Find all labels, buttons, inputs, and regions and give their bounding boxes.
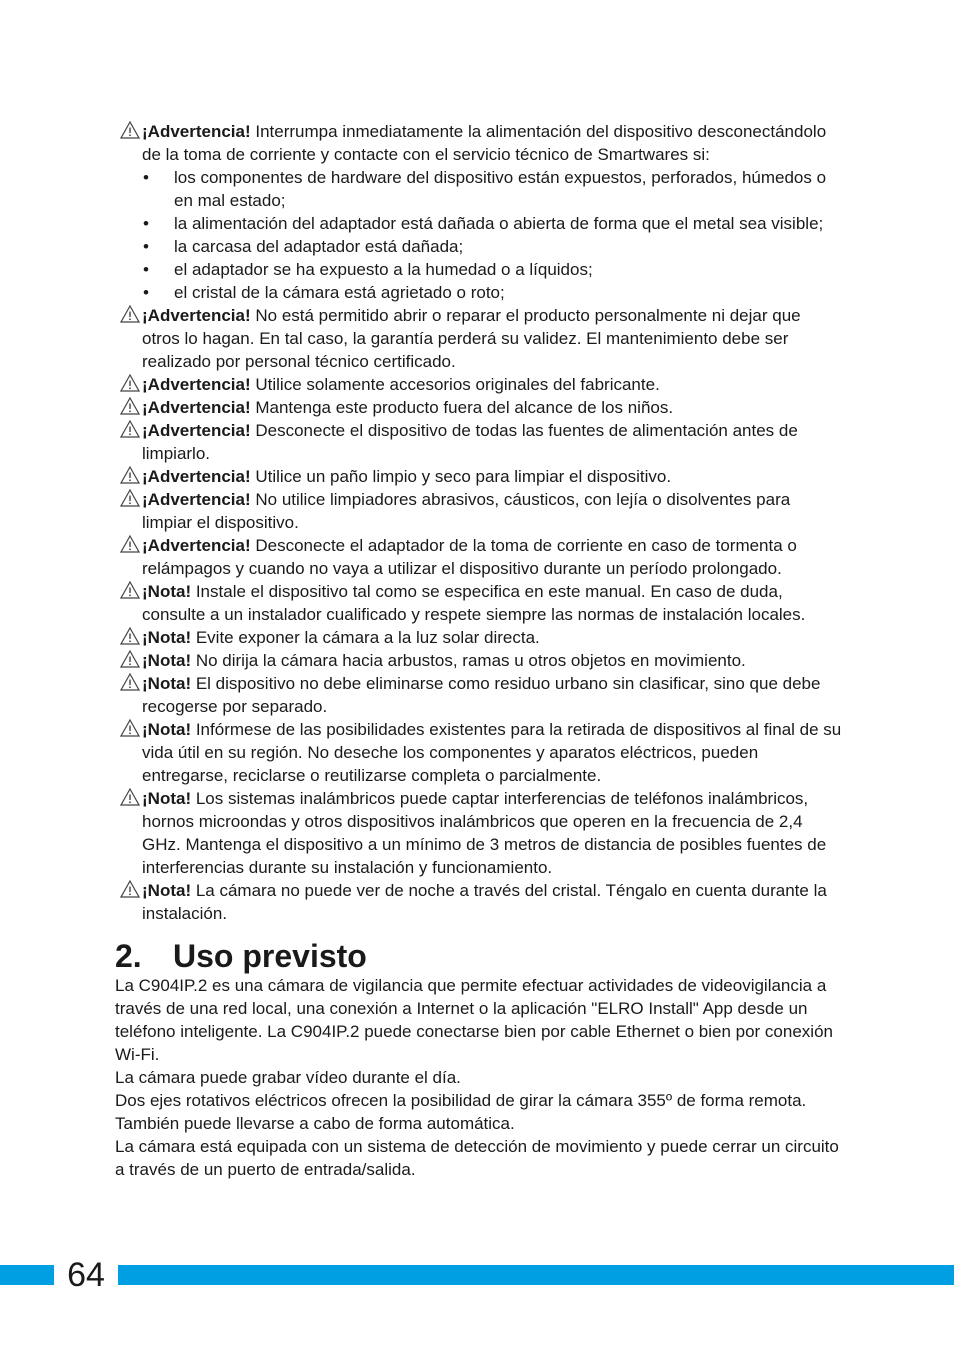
warning-keyword: ¡Advertencia!: [142, 421, 251, 440]
warning-triangle-icon: [120, 373, 140, 393]
list-item: • la carcasa del adaptador está dañada;: [115, 235, 843, 258]
warning-text: Desconecte el dispositivo de todas las fuentes de alimentación antes de limpiarlo.: [142, 421, 798, 463]
warning-text: Utilice un paño limpio y seco para limpiar el dispositivo.: [250, 467, 672, 486]
paragraph: Dos ejes rotativos eléctricos ofrecen la posibilidad de girar la cámara 355º de forma remota. También puede llevarse a cabo de forma automática.: [115, 1091, 807, 1133]
warning-keyword: ¡Advertencia!: [142, 490, 251, 509]
warning-triangle-icon: [120, 580, 140, 600]
warning-triangle-icon: [120, 488, 140, 508]
warning-text: Interrumpa inmediatamente la alimentación del dispositivo desconectándolo de la toma de corriente y contacte con el servicio técnico de Smartwares si:: [142, 122, 827, 164]
warning-keyword: ¡Advertencia!: [142, 398, 251, 417]
warning-text: Mantenga este producto fuera del alcance de los niños.: [250, 398, 674, 417]
warning-triangle-icon: [120, 879, 140, 899]
bullet-list: [115, 166, 843, 304]
note-keyword: ¡Nota!: [142, 651, 192, 670]
warning-text: Desconecte el adaptador de la toma de corriente en caso de tormenta o relámpagos y cuando no vaya a utilizar el dispositivo durante un período prolongado.: [142, 536, 797, 578]
note-item: [115, 580, 843, 626]
paragraph: La cámara puede grabar vídeo durante el día.: [115, 1068, 461, 1087]
note-text: La cámara no puede ver de noche a través del cristal. Téngalo en cuenta durante la instalación.: [142, 881, 827, 923]
warning-item: [115, 465, 843, 488]
warning-keyword: ¡Advertencia!: [142, 306, 251, 325]
warning-triangle-icon: [120, 626, 140, 646]
warning-text: No utilice limpiadores abrasivos, cáusticos, con lejía o disolventes para limpiar el dispositivo.: [142, 490, 791, 532]
warning-text: Utilice solamente accesorios originales del fabricante.: [250, 375, 660, 394]
warning-triangle-icon: [120, 534, 140, 554]
note-item: [115, 718, 843, 787]
section-title: Uso previsto: [173, 938, 367, 974]
warning-triangle-icon: [120, 672, 140, 692]
note-item: [115, 672, 843, 718]
warning-item: [115, 304, 843, 373]
note-text: Infórmese de las posibilidades existentes para la retirada de dispositivos al final de su vida útil en su región. No deseche los componentes y aparatos eléctricos, pueden entregarse, reciclarse o reutilizarse completa o parcialmente.: [142, 720, 842, 785]
note-item: [115, 649, 843, 672]
note-keyword: ¡Nota!: [142, 628, 192, 647]
warning-triangle-icon: [120, 718, 140, 738]
note-keyword: ¡Nota!: [142, 582, 192, 601]
page-content: [115, 120, 843, 1181]
warning-triangle-icon: [120, 396, 140, 416]
note-keyword: ¡Nota!: [142, 674, 192, 693]
warning-item: [115, 419, 843, 465]
section-number: 2.: [115, 938, 142, 974]
warning-keyword: ¡Advertencia!: [142, 375, 251, 394]
list-item: • el adaptador se ha expuesto a la humedad o a líquidos;: [115, 258, 843, 281]
footer-bar: [0, 1265, 954, 1285]
warning-item: [115, 120, 843, 166]
section-heading: [115, 938, 843, 974]
note-item: [115, 879, 843, 925]
list-item: • los componentes de hardware del dispositivo están expuestos, perforados, húmedos o en mal estado;: [115, 166, 843, 212]
warning-triangle-icon: [120, 787, 140, 807]
note-item: [115, 626, 843, 649]
note-keyword: ¡Nota!: [142, 881, 192, 900]
note-keyword: ¡Nota!: [142, 789, 192, 808]
note-text: El dispositivo no debe eliminarse como residuo urbano sin clasificar, sino que debe recogerse por separado.: [142, 674, 821, 716]
warning-triangle-icon: [120, 419, 140, 439]
list-item: • la alimentación del adaptador está dañada o abierta de forma que el metal sea visible;: [115, 212, 843, 235]
warning-item: [115, 373, 843, 396]
warning-triangle-icon: [120, 649, 140, 669]
list-item: • el cristal de la cámara está agrietado o roto;: [115, 281, 843, 304]
warning-keyword: ¡Advertencia!: [142, 536, 251, 555]
warning-keyword: ¡Advertencia!: [142, 122, 251, 141]
paragraph: La C904IP.2 es una cámara de vigilancia que permite efectuar actividades de videovigilancia a través de una red local, una conexión a Internet o la aplicación "ELRO Install" App desde un teléfono inteligente. La C904IP.2 puede conectarse bien por cable Ethernet o bien por conexión Wi-Fi.: [115, 976, 833, 1064]
note-text: Evite exponer la cámara a la luz solar directa.: [191, 628, 540, 647]
warning-text: No está permitido abrir o reparar el producto personalmente ni dejar que otros lo hagan. En tal caso, la garantía perderá su validez. El mantenimiento debe ser realizado por personal técnico certificado.: [142, 306, 801, 371]
paragraph: La cámara está equipada con un sistema de detección de movimiento y puede cerrar un circuito a través de un puerto de entrada/salida.: [115, 1137, 839, 1179]
note-item: [115, 787, 843, 879]
warning-triangle-icon: [120, 120, 140, 140]
warning-triangle-icon: [120, 465, 140, 485]
note-text: No dirija la cámara hacia arbustos, ramas u otros objetos en movimiento.: [191, 651, 746, 670]
note-text: Los sistemas inalámbricos puede captar interferencias de teléfonos inalámbricos, hornos microondas y otros dispositivos inalámbricos que operen en la frecuencia de 2,4 GHz. Mantenga el dispositivo a un mínimo de 3 metros de distancia de posibles fuentes de interferencias durante su instalación y funcionamiento.: [142, 789, 827, 877]
warning-item: [115, 396, 843, 419]
note-keyword: ¡Nota!: [142, 720, 192, 739]
warning-triangle-icon: [120, 304, 140, 324]
warning-keyword: ¡Advertencia!: [142, 467, 251, 486]
page-number: 64: [67, 1256, 105, 1294]
warning-item: [115, 488, 843, 534]
note-text: Instale el dispositivo tal como se especifica en este manual. En caso de duda, consulte a un instalador cualificado y respete siempre las normas de instalación locales.: [142, 582, 806, 624]
warning-item: [115, 534, 843, 580]
